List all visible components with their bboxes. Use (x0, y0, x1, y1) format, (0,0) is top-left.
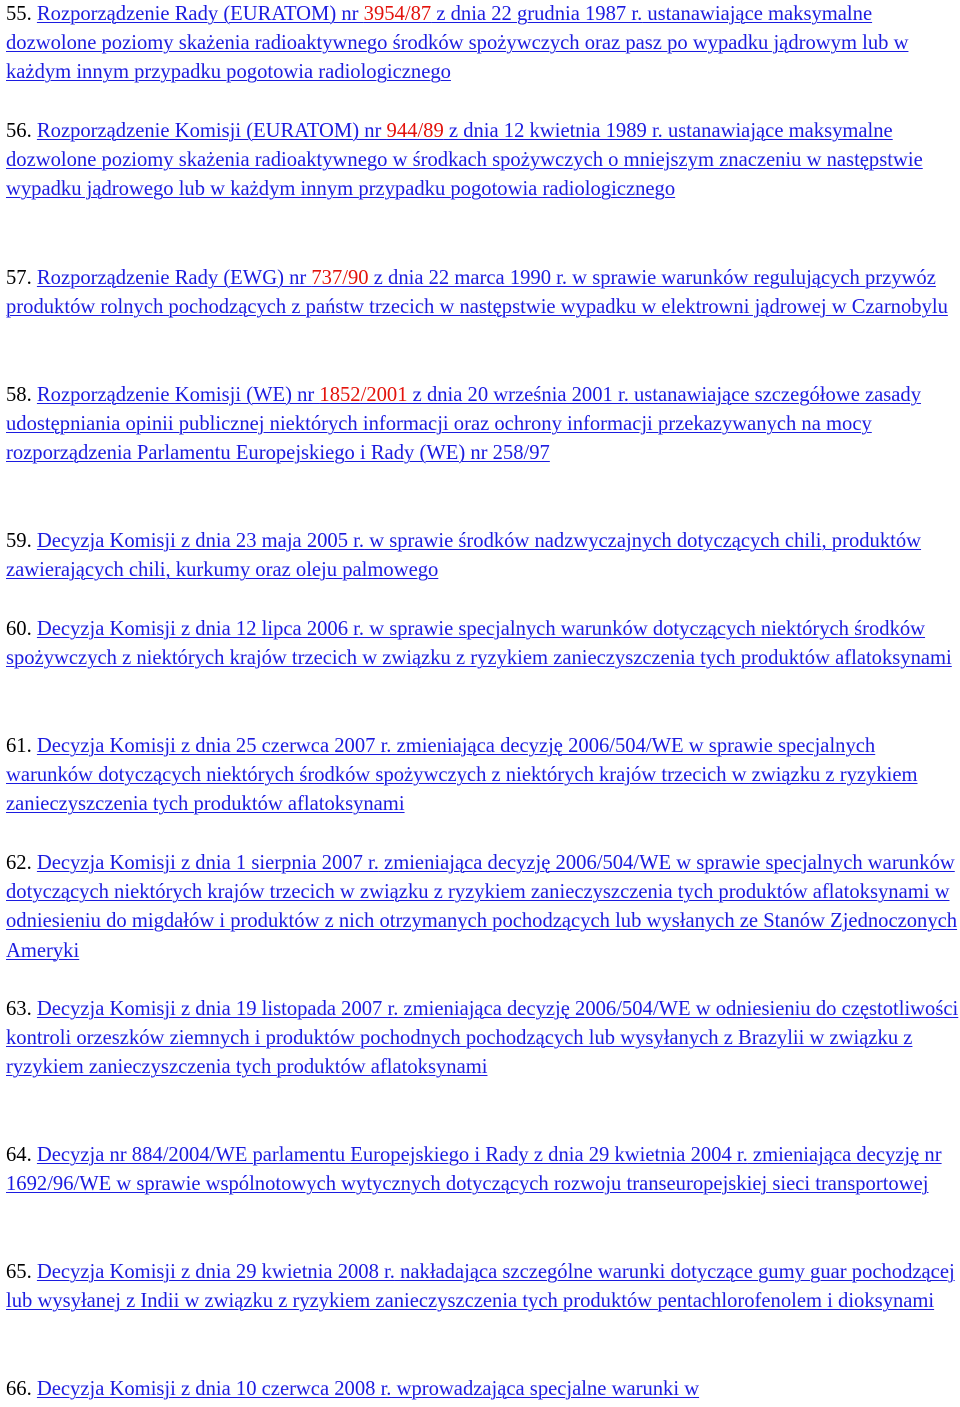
decision-description: zmieniająca decyzję 2006/504/WE w sprawie specjalnych warunków dotyczących niektórych krajów trzecich w związku z ryzykiem zanieczyszczenia tych produktów aflatoksynami w odniesieniu do migdałów i produktów z nich otrzymanych pochodzących lub wysłanych ze Stanów Zjednoczonych Ameryki (6, 852, 958, 962)
decision-description: w sprawie środków nadzwyczajnych dotyczących chili, produktów zawierających chili, kurkumy oraz oleju palmowego (6, 530, 922, 582)
item-number: 62. (6, 852, 32, 874)
regulation-link[interactable]: Rozporządzenie Komisji (WE) nr 1852/2001 z dnia 20 września 2001 r. ustanawiające szczegółowe zasady udostępniania opinii publicznej niektórych informacji oraz ochrony informacji przekazywanych na mocy rozporządzenia Parlamentu Europejskiego i Rady (WE) nr 258/97 (6, 384, 922, 465)
decision-link[interactable]: Decyzja Komisji z dnia 1 sierpnia 2007 r. zmieniająca decyzję 2006/504/WE w sprawie specjalnych warunków dotyczących niektórych krajów trzecich w związku z ryzykiem zanieczyszczenia tych produktów aflatoksynami w odniesieniu do migdałów i produktów z nich otrzymanych pochodzących lub wysłanych ze Stanów Zjednoczonych Ameryki (6, 852, 958, 962)
list-item (6, 0, 960, 88)
list-item (6, 995, 960, 1083)
decision-link[interactable]: Decyzja Komisji z dnia 23 maja 2005 r. w sprawie środków nadzwyczajnych dotyczących chili, produktów zawierających chili, kurkumy oraz oleju palmowego (6, 530, 922, 582)
regulation-number-highlight: 737/90 (311, 267, 369, 289)
list-item (6, 264, 960, 322)
list-item (6, 1375, 960, 1404)
decision-link[interactable]: Decyzja Komisji z dnia 12 lipca 2006 r. w sprawie specjalnych warunków dotyczących niektórych środków spożywczych z niektórych krajów trzecich w związku z ryzykiem zanieczyszczenia tych produktów aflatoksynami (6, 618, 952, 670)
list-item (6, 527, 960, 585)
decision-link[interactable]: Decyzja Komisji z dnia 29 kwietnia 2008 r. nakładająca szczególne warunki dotyczące gumy guar pochodzącej lub wysyłanej z Indii w związku z ryzykiem zanieczyszczenia tych produktów pentachlorofenolem i dioksynami (6, 1261, 955, 1313)
item-number: 63. (6, 998, 32, 1020)
list-item (6, 732, 960, 820)
list-item (6, 615, 960, 673)
regulation-description: ustanawiające maksymalne dozwolone poziomy skażenia radioaktywnego środków spożywczych oraz pasz po wypadku jądrowym lub w każdym innym przypadku pogotowia radiologicznego (6, 3, 909, 84)
regulation-number-highlight: 944/89 (386, 120, 444, 142)
item-number: 57. (6, 267, 32, 289)
item-number: 64. (6, 1144, 32, 1166)
decision-description: zmieniająca decyzję 2006/504/WE w odniesieniu do częstotliwości kontroli orzeszków ziemnych i produktów pochodnych pochodzących lub wysyłanych z Brazylii w związku z ryzykiem zanieczyszczenia tych produktów aflatoksynami (6, 998, 959, 1079)
regulation-description: ustanawiające szczegółowe zasady udostępniania opinii publicznej niektórych informacji oraz ochrony informacji przekazywanych na mocy rozporządzenia Parlamentu Europejskiego i Rady (WE) nr 258/97 (6, 384, 922, 465)
decision-link[interactable]: Decyzja Komisji z dnia 19 listopada 2007 r. zmieniająca decyzję 2006/504/WE w odniesieniu do częstotliwości kontroli orzeszków ziemnych i produktów pochodnych pochodzących lub wysyłanych z Brazylii w związku z ryzykiem zanieczyszczenia tych produktów aflatoksynami (6, 998, 959, 1079)
regulation-link[interactable]: Rozporządzenie Rady (EWG) nr 737/90 z dnia 22 marca 1990 r. w sprawie warunków regulujących przywóz produktów rolnych pochodzących z państw trzecich w następstwie wypadku w elektrowni jądrowej w Czarnobylu (6, 267, 948, 319)
item-number: 66. (6, 1378, 32, 1400)
list-item (6, 1141, 960, 1199)
decision-description: nakładająca szczególne warunki dotyczące gumy guar pochodzącej lub wysyłanej z Indii w związku z ryzykiem zanieczyszczenia tych produktów pentachlorofenolem i dioksynami (6, 1261, 955, 1313)
regulation-link[interactable]: Rozporządzenie Komisji (EURATOM) nr 944/89 z dnia 12 kwietnia 1989 r. ustanawiające maksymalne dozwolone poziomy skażenia radioaktywnego w środkach spożywczych o mniejszym znaczeniu w następstwie wypadku jądrowego lub w każdym innym przypadku pogotowia radiologicznego (6, 120, 923, 201)
item-number: 60. (6, 618, 32, 640)
item-number: 58. (6, 384, 32, 406)
decision-description: zmieniająca decyzję nr 1692/96/WE w sprawie wspólnotowych wytycznych dotyczących rozwoju transeuropejskiej sieci transportowej (6, 1144, 942, 1196)
list-item (6, 381, 960, 469)
regulation-number-highlight: 1852/2001 (319, 384, 408, 406)
item-number: 55. (6, 3, 32, 25)
regulation-description: w sprawie warunków regulujących przywóz produktów rolnych pochodzących z państw trzecich w następstwie wypadku w elektrowni jądrowej w Czarnobylu (6, 267, 948, 319)
list-item (6, 1258, 960, 1316)
item-number: 59. (6, 530, 32, 552)
list-item (6, 849, 960, 966)
decision-description: wprowadzająca specjalne warunki w (391, 1378, 700, 1400)
item-number: 61. (6, 735, 32, 757)
decision-link[interactable]: Decyzja Komisji z dnia 10 czerwca 2008 r. wprowadzająca specjalne warunki w (36, 1378, 700, 1400)
regulation-description: ustanawiające maksymalne dozwolone poziomy skażenia radioaktywnego w środkach spożywczych o mniejszym znaczeniu w następstwie wypadku jądrowego lub w każdym innym przypadku pogotowia radiologicznego (6, 120, 923, 201)
decision-description: w sprawie specjalnych warunków dotyczących niektórych środków spożywczych z niektórych krajów trzecich w związku z ryzykiem zanieczyszczenia tych produktów aflatoksynami (6, 618, 952, 670)
item-number: 65. (6, 1261, 32, 1283)
decision-description: zmieniająca decyzję 2006/504/WE w sprawie specjalnych warunków dotyczących niektórych środków spożywczych z niektórych krajów trzecich w związku z ryzykiem zanieczyszczenia tych produktów aflatoksynami (6, 735, 918, 816)
regulation-number-highlight: 3954/87 (363, 3, 432, 25)
decision-link[interactable]: Decyzja nr 884/2004/WE parlamentu Europejskiego i Rady z dnia 29 kwietnia 2004 r. zmieniająca decyzję nr 1692/96/WE w sprawie wspólnotowych wytycznych dotyczących rozwoju transeuropejskiej sieci transportowej (6, 1144, 942, 1196)
item-number: 56. (6, 120, 32, 142)
list-item (6, 117, 960, 205)
regulation-link[interactable]: Rozporządzenie Rady (EURATOM) nr 3954/87 z dnia 22 grudnia 1987 r. ustanawiające maksymalne dozwolone poziomy skażenia radioaktywnego środków spożywczych oraz pasz po wypadku jądrowym lub w każdym innym przypadku pogotowia radiologicznego (6, 3, 909, 84)
decision-link[interactable]: Decyzja Komisji z dnia 25 czerwca 2007 r. zmieniająca decyzję 2006/504/WE w sprawie specjalnych warunków dotyczących niektórych środków spożywczych z niektórych krajów trzecich w związku z ryzykiem zanieczyszczenia tych produktów aflatoksynami (6, 735, 918, 816)
